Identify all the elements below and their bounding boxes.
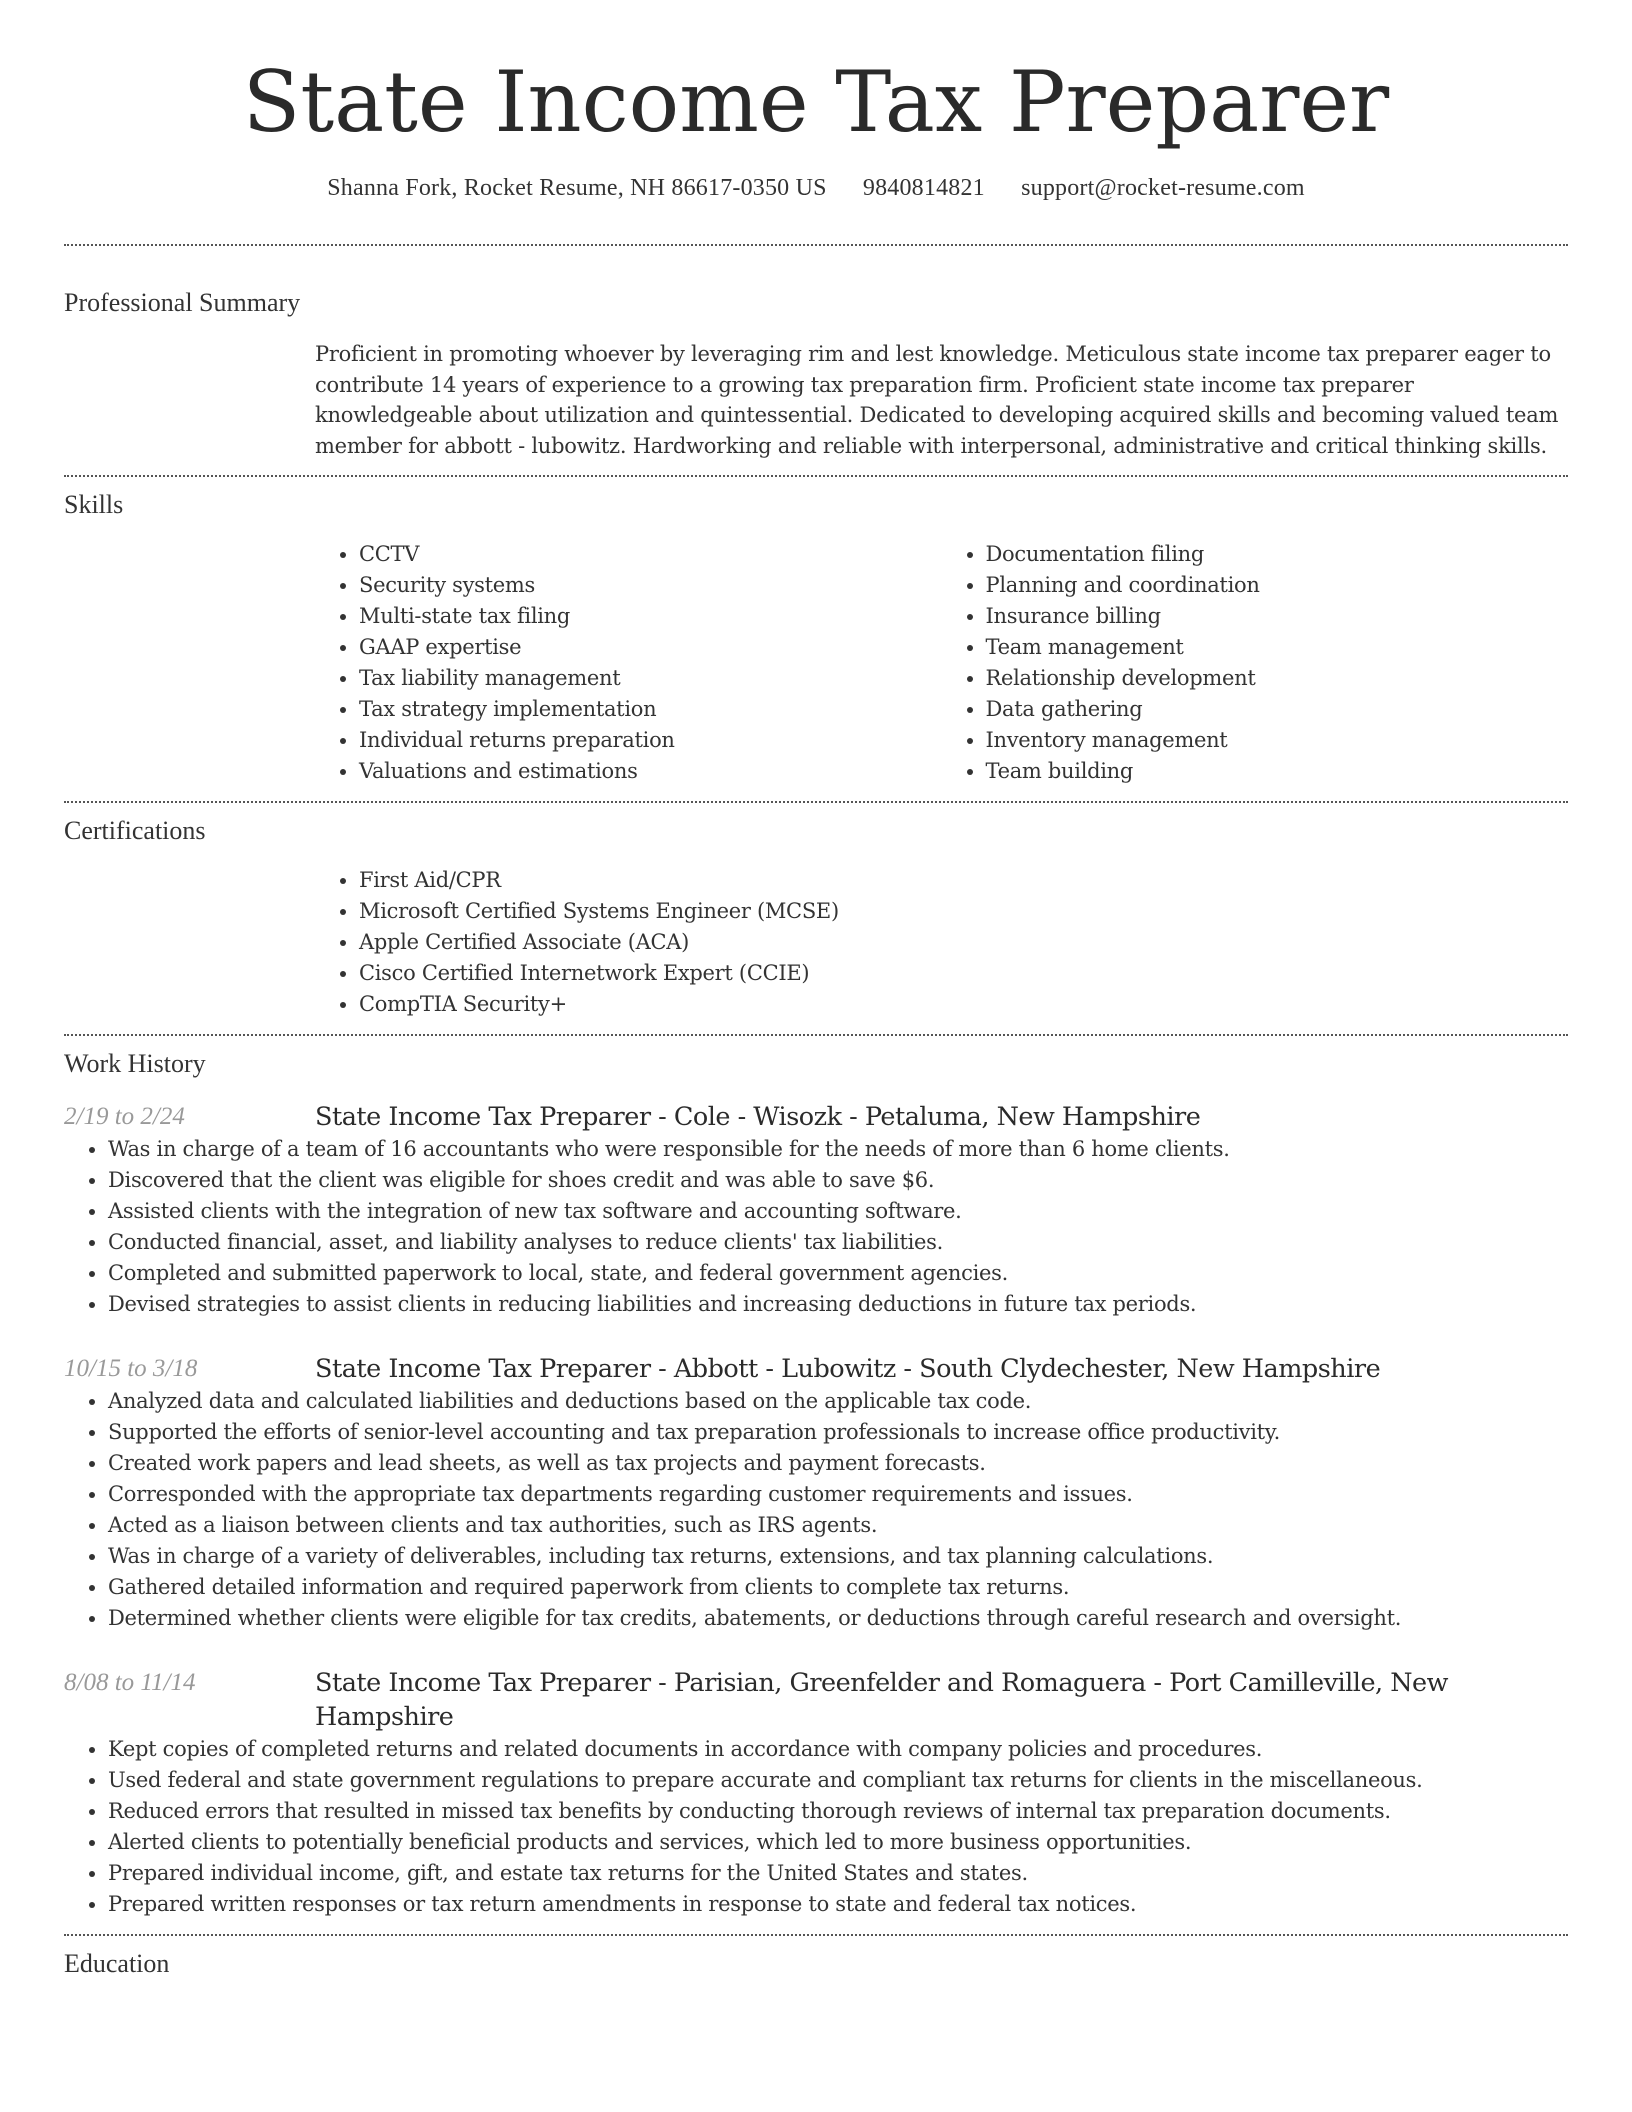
skill-item: • Tax strategy implementation: [359, 694, 942, 725]
certification-item: • First Aid/CPR: [359, 865, 1568, 896]
job-bullet: • Completed and submitted paperwork to local, state, and federal government agencies.: [108, 1258, 1568, 1289]
job-bullet: • Gathered detailed information and required paperwork from clients to complete tax returns.: [108, 1572, 1568, 1603]
skills-column-left: [315, 539, 942, 787]
skill-item: • Individual returns preparation: [359, 725, 942, 756]
job-bullet: • Corresponded with the appropriate tax departments regarding customer requirements and issues.: [108, 1479, 1568, 1510]
skills-list: [315, 539, 1568, 787]
job-bullet: • Determined whether clients were eligible for tax credits, abatements, or deductions through careful research and oversight.: [108, 1603, 1568, 1634]
skill-item: • Security systems: [359, 570, 942, 601]
contact-line: [64, 172, 1568, 204]
job-entry: [64, 1100, 1568, 1320]
job-entry: [64, 1352, 1568, 1634]
certifications-bullets: [315, 865, 1568, 1020]
job-bullet: • Analyzed data and calculated liabilities and deductions based on the applicable tax code.: [108, 1386, 1568, 1417]
divider: [64, 244, 1568, 246]
job-bullet: • Reduced errors that resulted in missed tax benefits by conducting thorough reviews of internal tax preparation documents.: [108, 1796, 1568, 1827]
job-title: State Income Tax Preparer - Abbott - Lubowitz - South Clydechester, New Hampshire: [315, 1354, 1381, 1384]
divider: [64, 1034, 1568, 1036]
job-bullet: • Kept copies of completed returns and related documents in accordance with company policies and procedures.: [108, 1734, 1568, 1765]
job-bullet: • Prepared written responses or tax return amendments in response to state and federal tax notices.: [108, 1889, 1568, 1920]
section-title-education: Education: [64, 1949, 170, 1978]
divider: [64, 475, 1568, 477]
contact-phone: 9840814821: [862, 175, 985, 201]
job-bullet: • Alerted clients to potentially beneficial products and services, which led to more business opportunities.: [108, 1827, 1568, 1858]
skill-item: • Multi-state tax filing: [359, 601, 942, 632]
job-bullet: • Assisted clients with the integration of new tax software and accounting software.: [108, 1196, 1568, 1227]
skill-item: • Planning and coordination: [986, 570, 1569, 601]
certification-item: • Microsoft Certified Systems Engineer (MCSE): [359, 896, 1568, 927]
skills-column-right: [942, 539, 1569, 787]
summary-text: Proficient in promoting whoever by leveraging rim and lest knowledge. Meticulous state income tax preparer eager to contribute 14 years of experience to a growing tax preparation firm. Proficient state income tax preparer knowledgeable about utilization and quintessential. Dedicated to developing acquired skills and becoming valued team member for abbott - lubowitz. Hardworking and reliable with interpersonal, administrative and critical thinking skills.: [315, 342, 1559, 458]
skill-item: • Tax liability management: [359, 663, 942, 694]
skill-item: • CCTV: [359, 539, 942, 570]
job-bullet: • Was in charge of a team of 16 accountants who were responsible for the needs of more than 6 home clients.: [108, 1134, 1568, 1165]
contact-email: support@rocket-resume.com: [1021, 175, 1305, 201]
job-title: State Income Tax Preparer - Parisian, Greenfelder and Romaguera - Port Camilleville, New Hampshire: [315, 1668, 1448, 1732]
job-bullets: [64, 1134, 1568, 1320]
skill-item: • Data gathering: [986, 694, 1569, 725]
section-title-skills: Skills: [64, 490, 124, 519]
skill-item: • Insurance billing: [986, 601, 1569, 632]
certifications-list: [315, 865, 1568, 1020]
skill-item: • Team building: [986, 756, 1569, 787]
resume-title: State Income Tax Preparer: [242, 53, 1390, 151]
job-bullet: • Discovered that the client was eligible for shoes credit and was able to save $6.: [108, 1165, 1568, 1196]
certification-item: • Apple Certified Associate (ACA): [359, 927, 1568, 958]
divider: [64, 801, 1568, 803]
job-title: State Income Tax Preparer - Cole - Wisozk - Petaluma, New Hampshire: [315, 1102, 1201, 1132]
job-bullet: • Used federal and state government regulations to prepare accurate and compliant tax returns for clients in the miscellaneous.: [108, 1765, 1568, 1796]
resume-page: [64, 0, 1568, 1982]
section-title-certifications: Certifications: [64, 816, 206, 845]
job-bullet: • Conducted financial, asset, and liability analyses to reduce clients' tax liabilities.: [108, 1227, 1568, 1258]
divider: [64, 1934, 1568, 1936]
job-bullet: • Supported the efforts of senior-level accounting and tax preparation professionals to increase office productivity.: [108, 1417, 1568, 1448]
job-dates: 2/19 to 2/24: [64, 1103, 185, 1130]
job-bullets: [64, 1734, 1568, 1920]
skill-item: • Relationship development: [986, 663, 1569, 694]
section-title-work-history: Work History: [64, 1049, 206, 1078]
skill-item: • Documentation filing: [986, 539, 1569, 570]
skill-item: • GAAP expertise: [359, 632, 942, 663]
certification-item: • Cisco Certified Internetwork Expert (CCIE): [359, 958, 1568, 989]
contact-address: Shanna Fork, Rocket Resume, NH 86617-0350 US: [327, 175, 827, 201]
job-bullet: • Devised strategies to assist clients in reducing liabilities and increasing deductions in future tax periods.: [108, 1289, 1568, 1320]
job-bullets: [64, 1386, 1568, 1634]
job-bullet: • Created work papers and lead sheets, as well as tax projects and payment forecasts.: [108, 1448, 1568, 1479]
section-title-summary: Professional Summary: [64, 288, 301, 317]
job-bullet: • Prepared individual income, gift, and estate tax returns for the United States and states.: [108, 1858, 1568, 1889]
job-dates: 8/08 to 11/14: [64, 1669, 196, 1696]
skill-item: • Valuations and estimations: [359, 756, 942, 787]
job-dates: 10/15 to 3/18: [64, 1355, 198, 1382]
job-entry: [64, 1666, 1568, 1920]
skill-item: • Inventory management: [986, 725, 1569, 756]
job-bullet: • Was in charge of a variety of deliverables, including tax returns, extensions, and tax planning calculations.: [108, 1541, 1568, 1572]
job-bullet: • Acted as a liaison between clients and tax authorities, such as IRS agents.: [108, 1510, 1568, 1541]
certification-item: • CompTIA Security+: [359, 989, 1568, 1020]
skill-item: • Team management: [986, 632, 1569, 663]
